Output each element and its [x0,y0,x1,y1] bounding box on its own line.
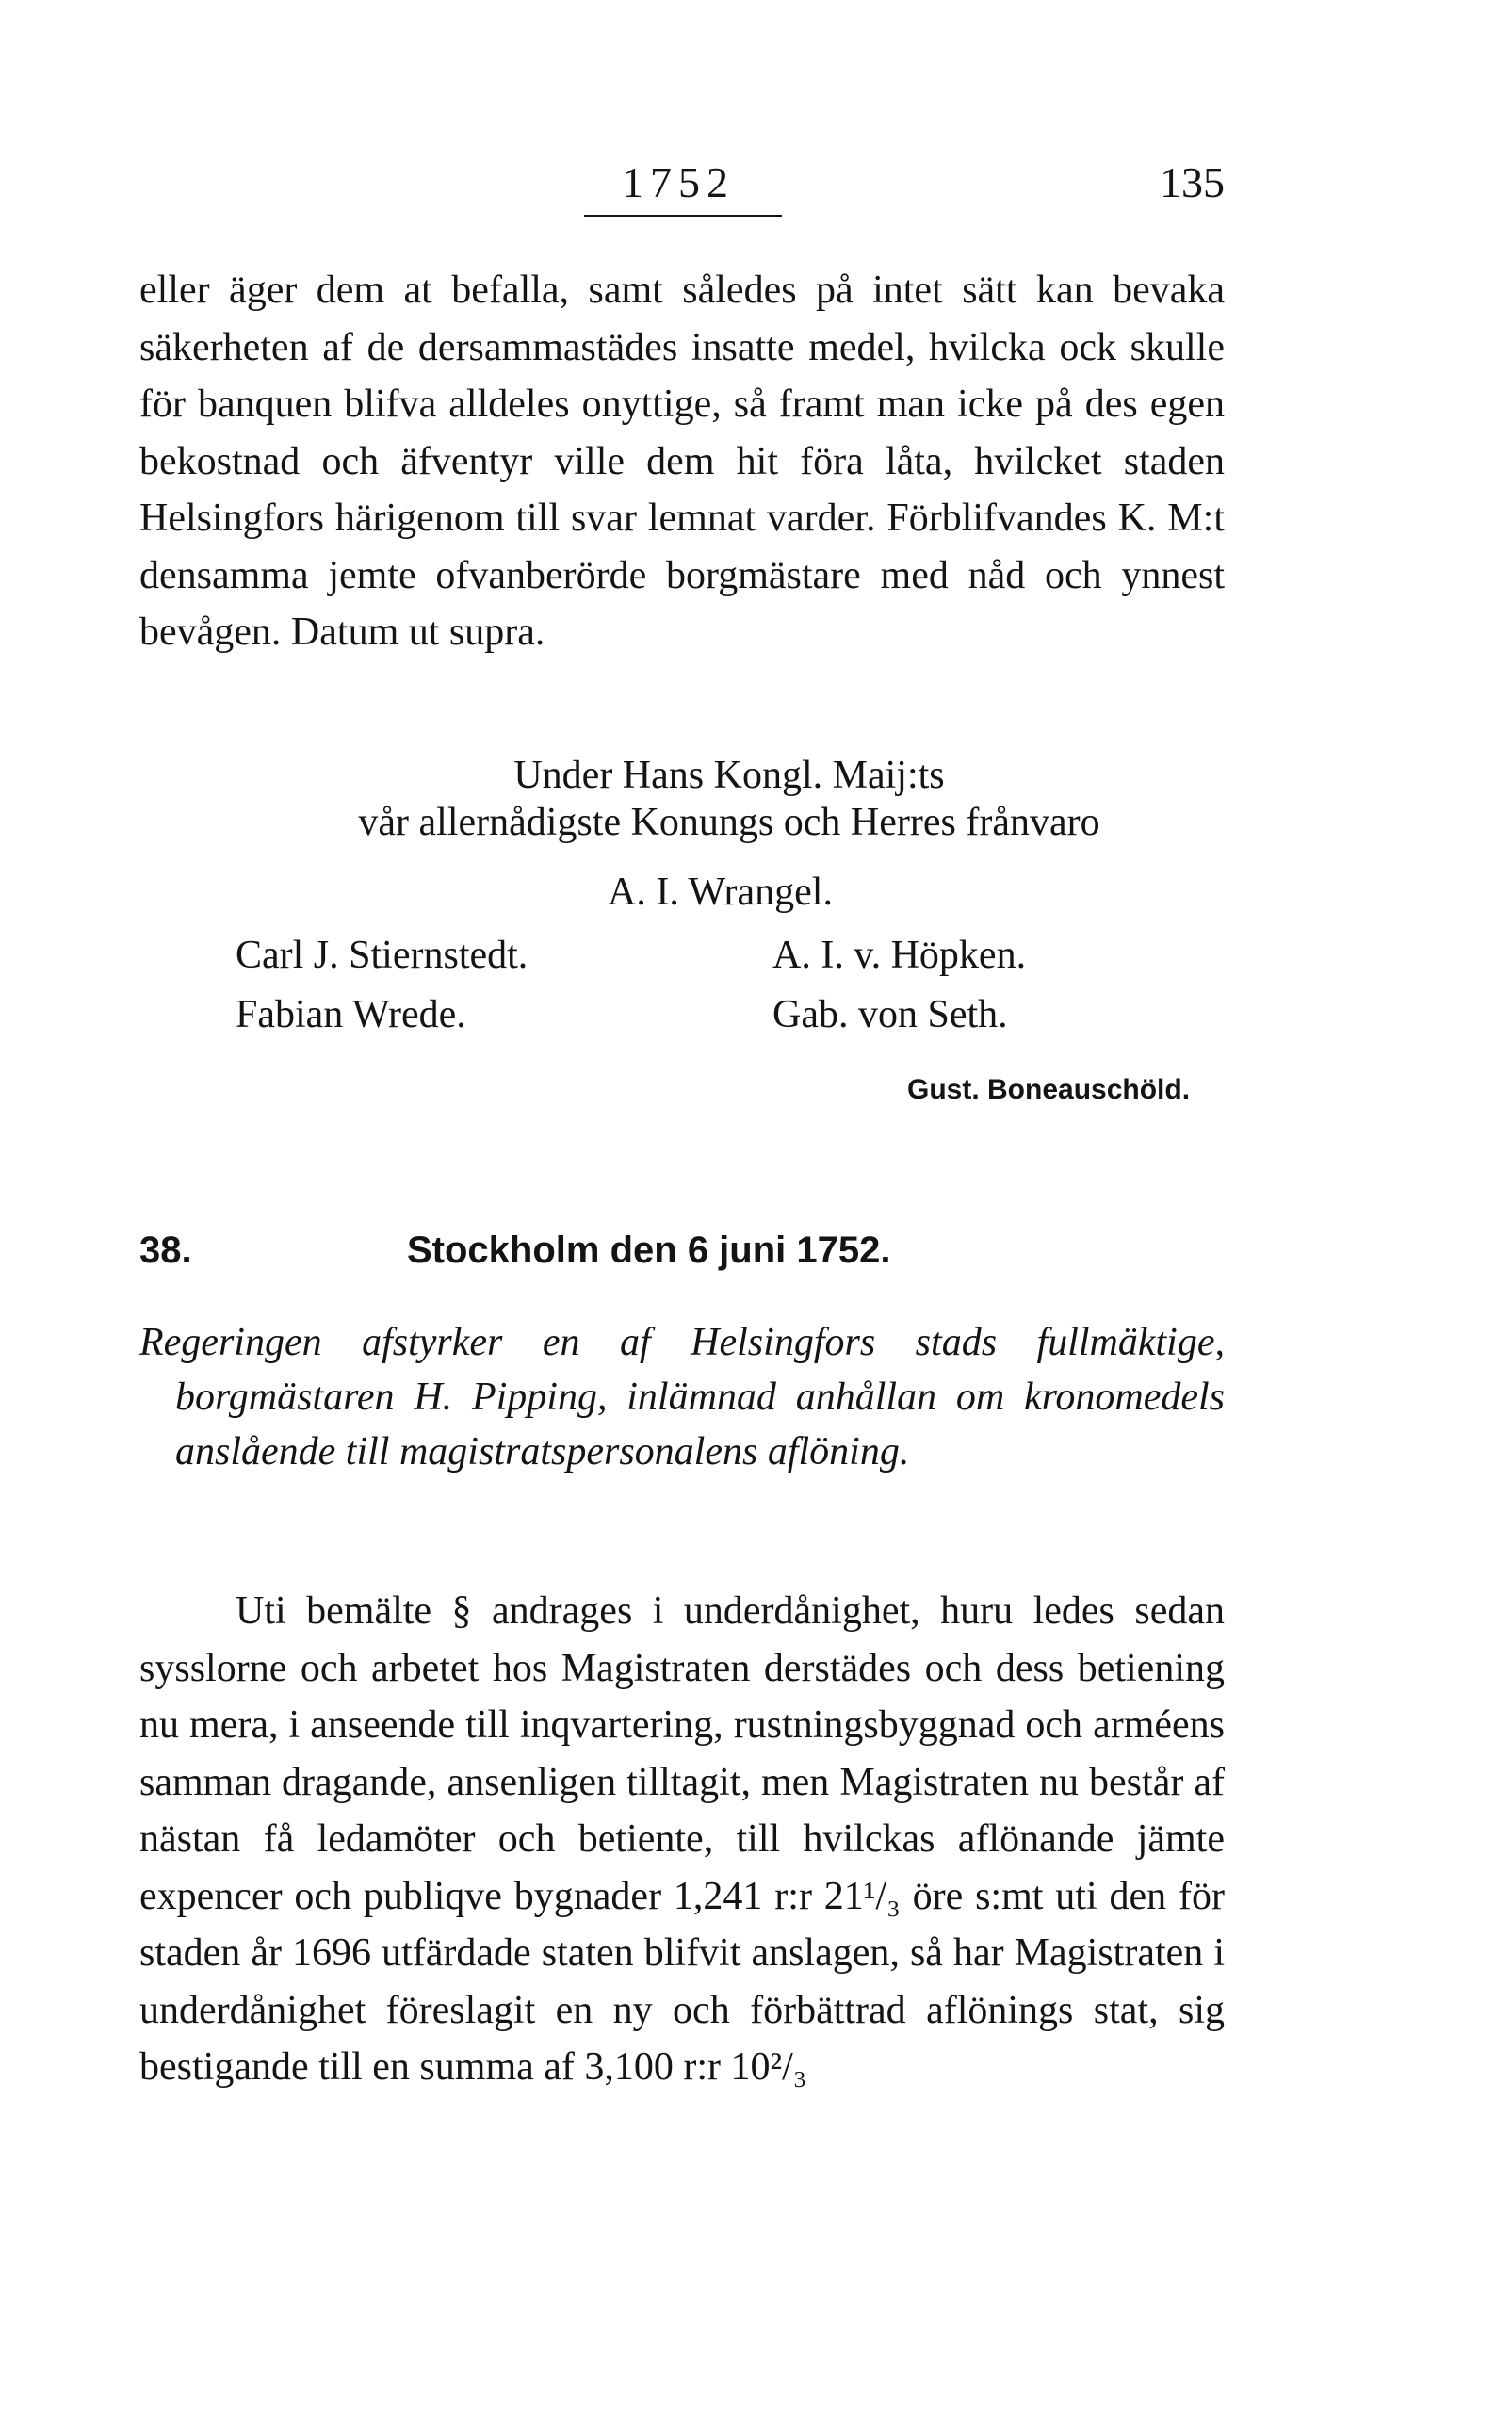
year-underline [584,215,782,217]
signature-boneauschold: Gust. Boneauschöld. [907,1074,1191,1105]
document-summary: Regeringen afstyrker en af Helsingfors stads fullmäktige, borgmästaren H. Pipping, inlämnad anhållan om kronomedels anslående till magistratspersonalens aflöning. [139,1321,1225,1474]
document-place-date: Stockholm den 6 juni 1752. [407,1229,891,1271]
signature-wrede: Fabian Wrede. [236,993,466,1036]
signature-stiernstedt: Carl J. Stiernstedt. [236,934,528,977]
paragraph-1: eller äger dem at befalla, samt således på intet sätt kan bevaka säkerheten af de dersammastädes insatte medel, hvilcka ock skulle för banquen blifva alldeles onyttige, så framt man icke på des egen bekostnad och äfventyr ville dem hit föra låta, hvilcket staden Helsingfors härigenom till svar lemnat varder. Förblifvandes K. M:t densamma jemte ofvanberörde borgmästare med nåd och ynnest bevågen. Datum ut supra. [139,269,1225,654]
document-number: 38. [139,1229,192,1271]
signature-seth: Gab. von Seth. [772,993,1008,1036]
signature-wrangel: A. I. Wrangel. [608,871,833,914]
page-number: 135 [1160,158,1225,206]
running-head [132,158,1225,215]
running-head-year: 1752 [622,158,735,206]
signoff-line-2: vår allernådigste Konungs och Herres frånvaro [358,801,1100,844]
signoff-line-1: Under Hans Kongl. Maij:ts [513,754,945,797]
paragraph-2: Uti bemälte § andrages i underdånighet, huru ledes sedan sysslorne och arbetet hos Magistraten derstädes och dess betiening nu mera, i anseende till inqvartering, rustningsbyggnad och arméens samman dragande, ansenligen tilltagit, men Magistraten nu består af nästan få ledamöter och betiente, till hvilckas aflönande jämte expencer och publiqve bygnader 1,241 r:r 21¹/₃ öre s:mt uti den för staden år 1696 utfärdade staten blifvit anslagen, så har Magistraten i underdånighet föreslagit en ny och förbättrad aflönings stat, sig bestigande till en summa af 3,100 r:r 10²/₃ [139,1589,1225,2089]
signature-hopken: A. I. v. Höpken. [772,934,1027,977]
